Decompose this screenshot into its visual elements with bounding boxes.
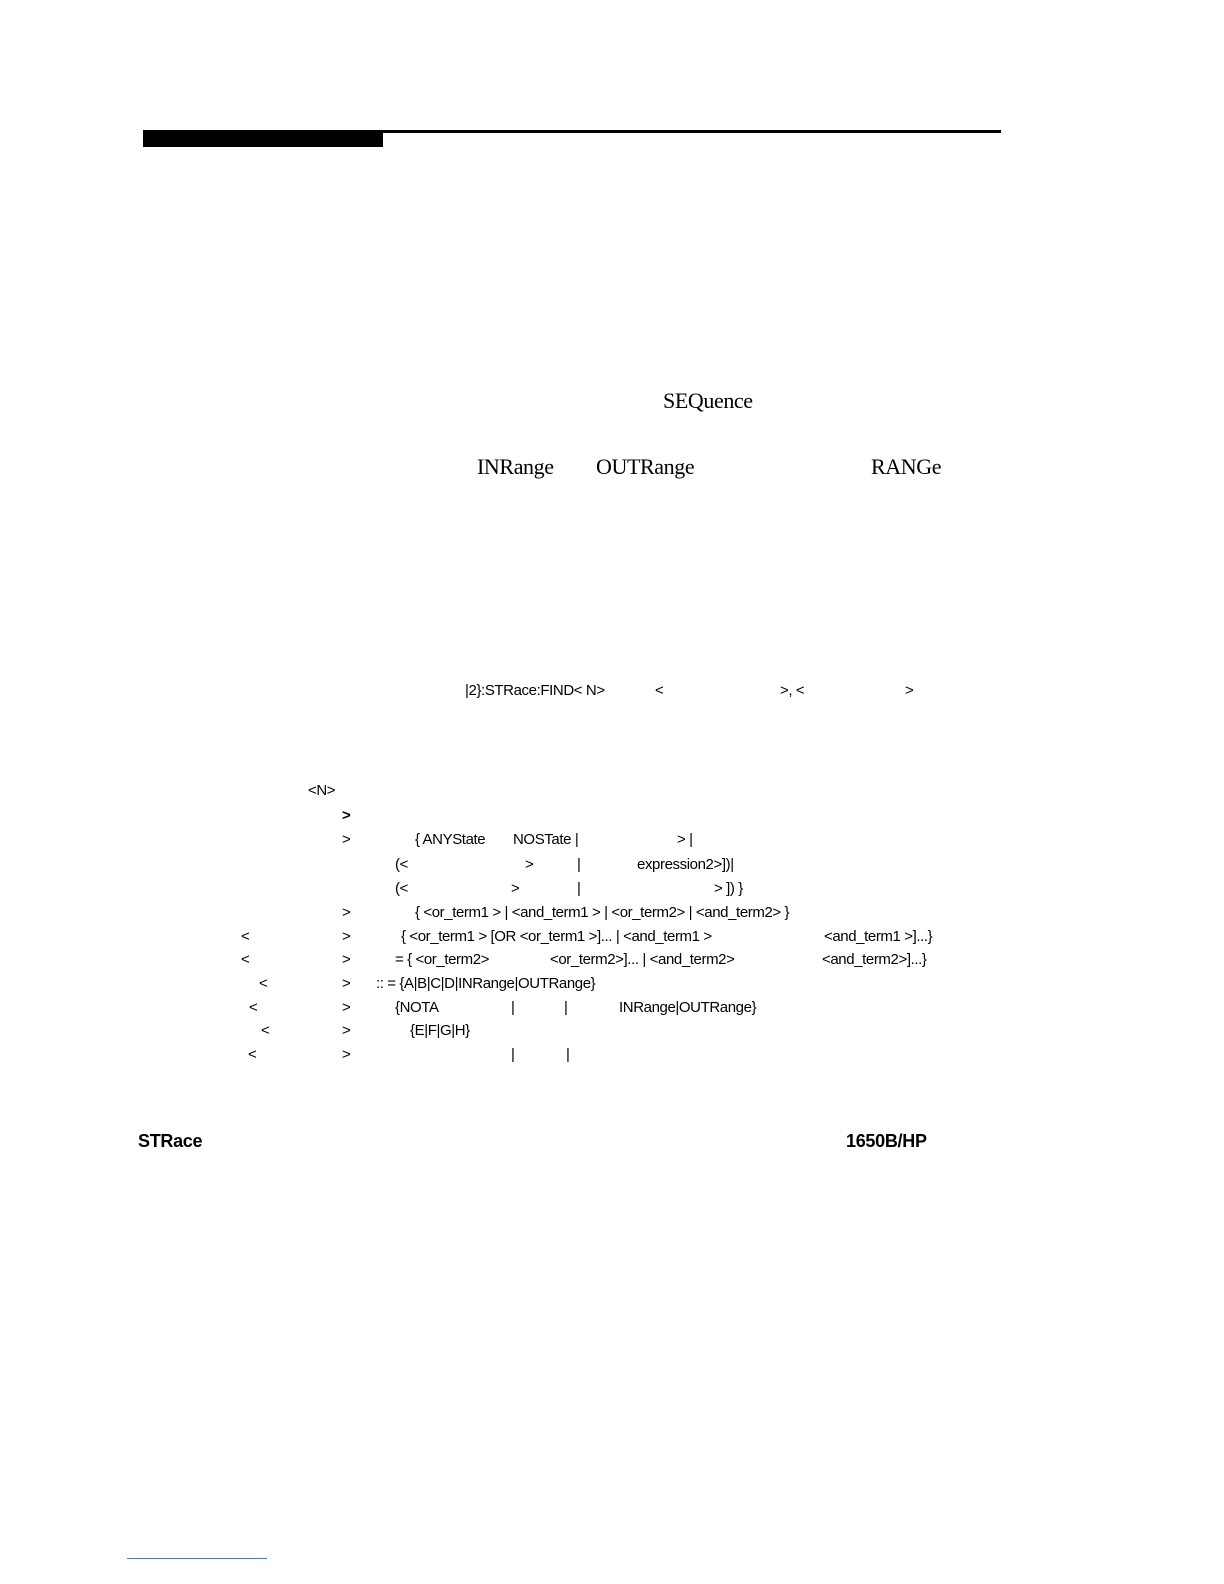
grammar-row-7: < xyxy=(241,928,250,945)
grammar-row-5: (< xyxy=(395,880,408,897)
grammar-row-11: < xyxy=(261,1022,270,1039)
grammar-row-4: (< xyxy=(395,856,408,873)
grammar-row-6: > xyxy=(342,904,351,921)
outrange-keyword: OUTRange xyxy=(596,454,695,479)
grammar-row-12: | xyxy=(511,1046,515,1063)
grammar-row-6: { <or_term1 > | <and_term1 > | <or_term2> | <and_term2> } xyxy=(415,904,790,921)
grammar-row-7: { <or_term1 > [OR <or_term1 >]... | <and_term1 > xyxy=(401,928,712,945)
grammar-row-9: > xyxy=(342,975,351,992)
grammar-row-8: <and_term2>]...} xyxy=(822,951,927,968)
grammar-row-10: > xyxy=(342,999,351,1016)
grammar-row-9: < xyxy=(259,975,268,992)
command-param-close: > xyxy=(905,682,914,699)
grammar-row-12: | xyxy=(566,1046,570,1063)
grammar-row-4: > xyxy=(525,856,534,873)
grammar-row-12: < xyxy=(248,1046,257,1063)
grammar-row-10: INRange|OUTRange} xyxy=(619,999,757,1016)
grammar-row-1: <N> xyxy=(308,782,336,799)
grammar-row-4: | xyxy=(577,856,581,873)
footer-right: 1650B/HP xyxy=(846,1131,927,1151)
grammar-row-11: {E|F|G|H} xyxy=(410,1022,470,1039)
grammar-row-8: = { <or_term2> xyxy=(395,951,490,968)
grammar-row-3: > xyxy=(342,831,351,848)
grammar-row-8: < xyxy=(241,951,250,968)
grammar-row-3: { ANYState xyxy=(415,831,486,848)
grammar-row-7: <and_term1 >]...} xyxy=(824,928,933,945)
grammar-row-5: | xyxy=(577,880,581,897)
grammar-row-10: < xyxy=(249,999,258,1016)
grammar-row-12: > xyxy=(342,1046,351,1063)
grammar-row-9: :: = {A|B|C|D|INRange|OUTRange} xyxy=(376,975,596,992)
grammar-row-11: > xyxy=(342,1022,351,1039)
grammar-row-5: > ]) } xyxy=(714,880,743,897)
bottom-rule xyxy=(127,1558,267,1559)
command-syntax: |2}:STRace:FIND< N> xyxy=(465,682,605,699)
range-keyword: RANGe xyxy=(871,454,942,479)
sequence-keyword: SEQuence xyxy=(663,388,753,413)
grammar-row-7: > xyxy=(342,928,351,945)
grammar-row-8: <or_term2>]... | <and_term2> xyxy=(550,951,735,968)
footer-left: STRace xyxy=(138,1131,203,1151)
inrange-keyword: INRange xyxy=(477,454,554,479)
header-bar xyxy=(143,132,383,147)
grammar-row-4: expression2>])| xyxy=(637,856,734,873)
grammar-row-5: > xyxy=(511,880,520,897)
grammar-row-8: > xyxy=(342,951,351,968)
grammar-row-2: > xyxy=(342,807,351,824)
grammar-row-10: {NOTA xyxy=(395,999,439,1016)
grammar-row-3: > | xyxy=(677,831,693,848)
grammar-row-10: | xyxy=(511,999,515,1016)
grammar-row-10: | xyxy=(564,999,568,1016)
grammar-row-3: NOSTate | xyxy=(513,831,579,848)
command-param-sep: >, < xyxy=(780,682,805,699)
command-param-open: < xyxy=(655,682,664,699)
